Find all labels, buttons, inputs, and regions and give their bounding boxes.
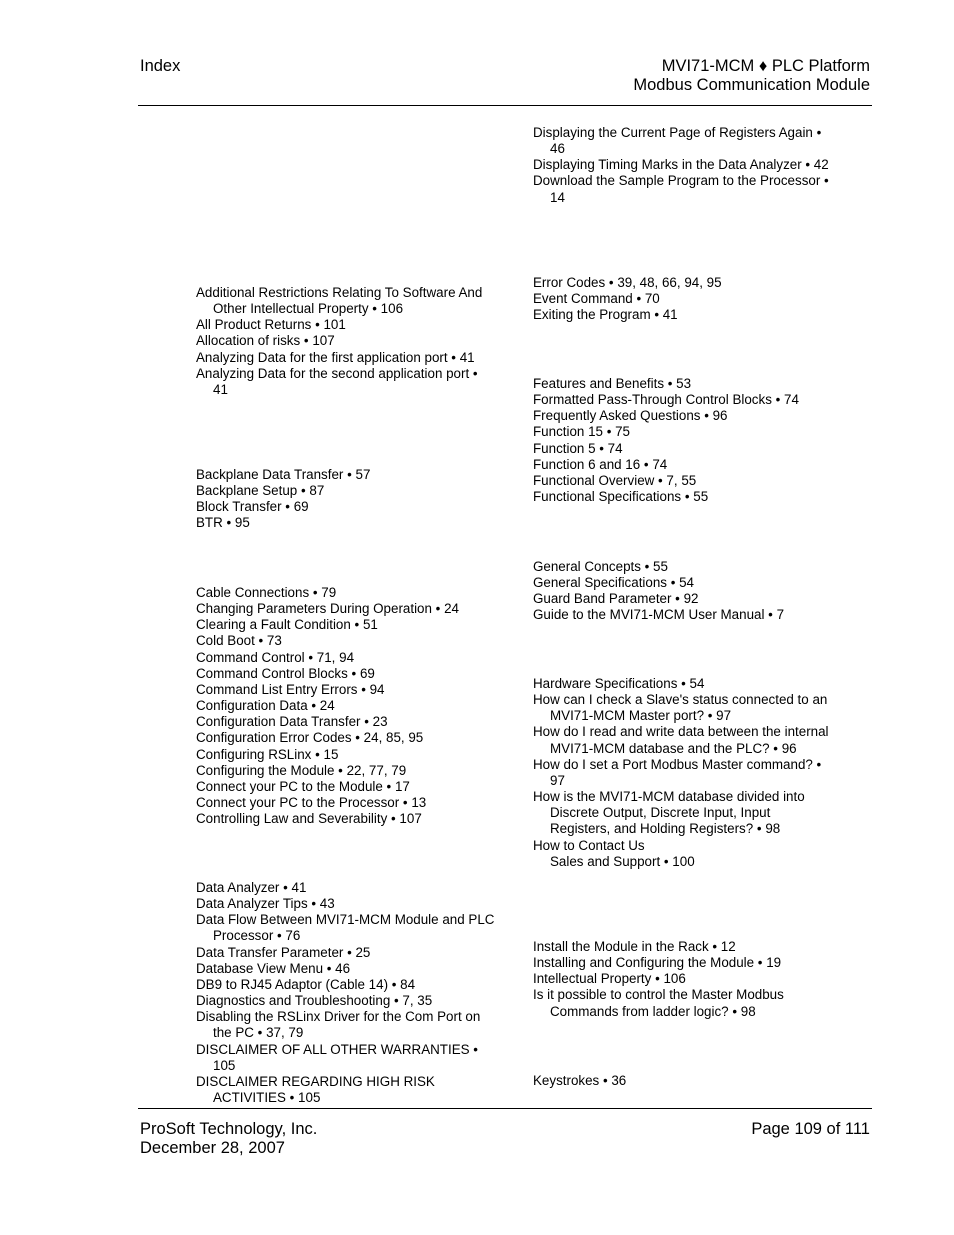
index-entry: Command Control Blocks • 69 (196, 665, 375, 681)
index-group (196, 585, 496, 827)
index-entry: How to Contact Us (533, 837, 645, 853)
index-entry: Is it possible to control the Master Modbus Commands from ladder logic? • 98 (533, 987, 784, 1019)
index-entry: Download the Sample Program to the Processor • 14 (533, 173, 829, 205)
index-entry: Command List Entry Errors • 94 (196, 681, 385, 697)
header-section-title: Index (140, 57, 181, 75)
index-entry: Function 6 and 16 • 74 (533, 456, 668, 472)
index-entry: Function 5 • 74 (533, 440, 623, 456)
index-entry: Cable Connections • 79 (196, 585, 337, 600)
index-entry: Install the Module in the Rack • 12 (533, 939, 736, 954)
index-entry: Functional Specifications • 55 (533, 489, 709, 505)
index-entry: Analyzing Data for the first application port • 41 (196, 349, 475, 365)
index-entry: Changing Parameters During Operation • 24 (196, 601, 459, 617)
index-entry: Backplane Setup • 87 (196, 483, 325, 499)
index-entry: How do I read and write data between the internal MVI71-MCM database and the PLC? • 96 (533, 724, 829, 756)
index-entry: Keystrokes • 36 (533, 1073, 627, 1088)
index-entry: Event Command • 70 (533, 291, 660, 307)
index-group (196, 880, 496, 1106)
footer-date: December 28, 2007 (140, 1139, 285, 1157)
footer-company: ProSoft Technology, Inc. (140, 1120, 318, 1138)
index-entry: Command Control • 71, 94 (196, 649, 355, 665)
index-entry: Cold Boot • 73 (196, 633, 282, 649)
index-entry: Installing and Configuring the Module • 19 (533, 955, 782, 971)
index-entry: Analyzing Data for the second application port • 41 (196, 365, 478, 397)
header-product-name: Modbus Communication Module (633, 76, 870, 94)
index-entry: Diagnostics and Troubleshooting • 7, 35 (196, 993, 433, 1009)
index-entry: Clearing a Fault Condition • 51 (196, 617, 378, 633)
index-entry: Configuring RSLinx • 15 (196, 746, 339, 762)
index-entry: Function 15 • 75 (533, 424, 630, 440)
index-entry: Connect your PC to the Processor • 13 (196, 795, 427, 811)
index-entry: Functional Overview • 7, 55 (533, 472, 697, 488)
index-entry: DISCLAIMER OF ALL OTHER WARRANTIES • 105 (196, 1041, 478, 1073)
index-entry: Configuring the Module • 22, 77, 79 (196, 762, 407, 778)
index-entry: Block Transfer • 69 (196, 499, 309, 515)
index-entry: Additional Restrictions Relating To Software And Other Intellectual Property • 106 (196, 285, 483, 317)
index-entry: Formatted Pass-Through Control Blocks • 74 (533, 392, 799, 408)
index-group (533, 275, 833, 323)
index-entry: Frequently Asked Questions • 96 (533, 408, 728, 424)
index-entry: Allocation of risks • 107 (196, 333, 335, 349)
index-group (196, 285, 496, 398)
index-entry: Features and Benefits • 53 (533, 376, 692, 391)
index-entry: Disabling the RSLinx Driver for the Com Port on the PC • 37, 79 (196, 1009, 481, 1041)
index-entry: Intellectual Property • 106 (533, 971, 686, 987)
index-entry: Backplane Data Transfer • 57 (196, 467, 371, 482)
index-entry: Displaying Timing Marks in the Data Analyzer • 42 (533, 157, 829, 173)
index-group (533, 559, 833, 624)
index-entry: Configuration Data Transfer • 23 (196, 714, 388, 730)
index-entry: Configuration Error Codes • 24, 85, 95 (196, 730, 424, 746)
header-product (633, 57, 870, 95)
index-entry: Configuration Data • 24 (196, 698, 335, 714)
index-group (196, 467, 496, 532)
index-group (533, 939, 833, 1020)
index-entry: Displaying the Current Page of Registers Again • 46 (533, 125, 822, 157)
index-entry: Hardware Specifications • 54 (533, 676, 705, 691)
index-entry: How is the MVI71-MCM database divided into Discrete Output, Discrete Input, Input Registers, and Holding Registers? • 98 (533, 789, 805, 837)
index-group (533, 376, 833, 505)
index-entry: Guard Band Parameter • 92 (533, 591, 699, 607)
index-entry: Database View Menu • 46 (196, 960, 351, 976)
index-entry: Data Flow Between MVI71-MCM Module and PLC Processor • 76 (196, 912, 495, 944)
index-entry: Error Codes • 39, 48, 66, 94, 95 (533, 275, 722, 290)
index-entry: Guide to the MVI71-MCM User Manual • 7 (533, 607, 785, 623)
footer-rule (138, 1108, 872, 1109)
index-entry: Controlling Law and Severability • 107 (196, 811, 422, 827)
index-entry: Data Analyzer • 41 (196, 880, 307, 895)
index-entry: BTR • 95 (196, 515, 250, 531)
index-group (533, 676, 833, 870)
index-entry: Connect your PC to the Module • 17 (196, 778, 410, 794)
index-entry: All Product Returns • 101 (196, 317, 346, 333)
footer-left (140, 1120, 317, 1158)
index-group (533, 1073, 833, 1089)
index-entry: How do I set a Port Modbus Master command? • 97 (533, 756, 822, 788)
header-product-line: MVI71-MCM ♦ PLC Platform (661, 57, 870, 75)
index-entry: General Concepts • 55 (533, 559, 668, 574)
index-entry: General Specifications • 54 (533, 575, 695, 591)
header-rule (138, 105, 872, 106)
index-group (533, 125, 833, 206)
index-entry: Data Analyzer Tips • 43 (196, 896, 335, 912)
index-entry: DISCLAIMER REGARDING HIGH RISK ACTIVITIES • 105 (196, 1073, 435, 1106)
footer-page-number: Page 109 of 111 (751, 1120, 870, 1138)
index-entry: Data Transfer Parameter • 25 (196, 944, 371, 960)
index-entry: Exiting the Program • 41 (533, 307, 678, 323)
index-entry: Sales and Support • 100 (550, 853, 695, 869)
index-entry: DB9 to RJ45 Adaptor (Cable 14) • 84 (196, 976, 416, 992)
index-entry: How can I check a Slave's status connected to an MVI71-MCM Master port? • 97 (533, 692, 828, 724)
